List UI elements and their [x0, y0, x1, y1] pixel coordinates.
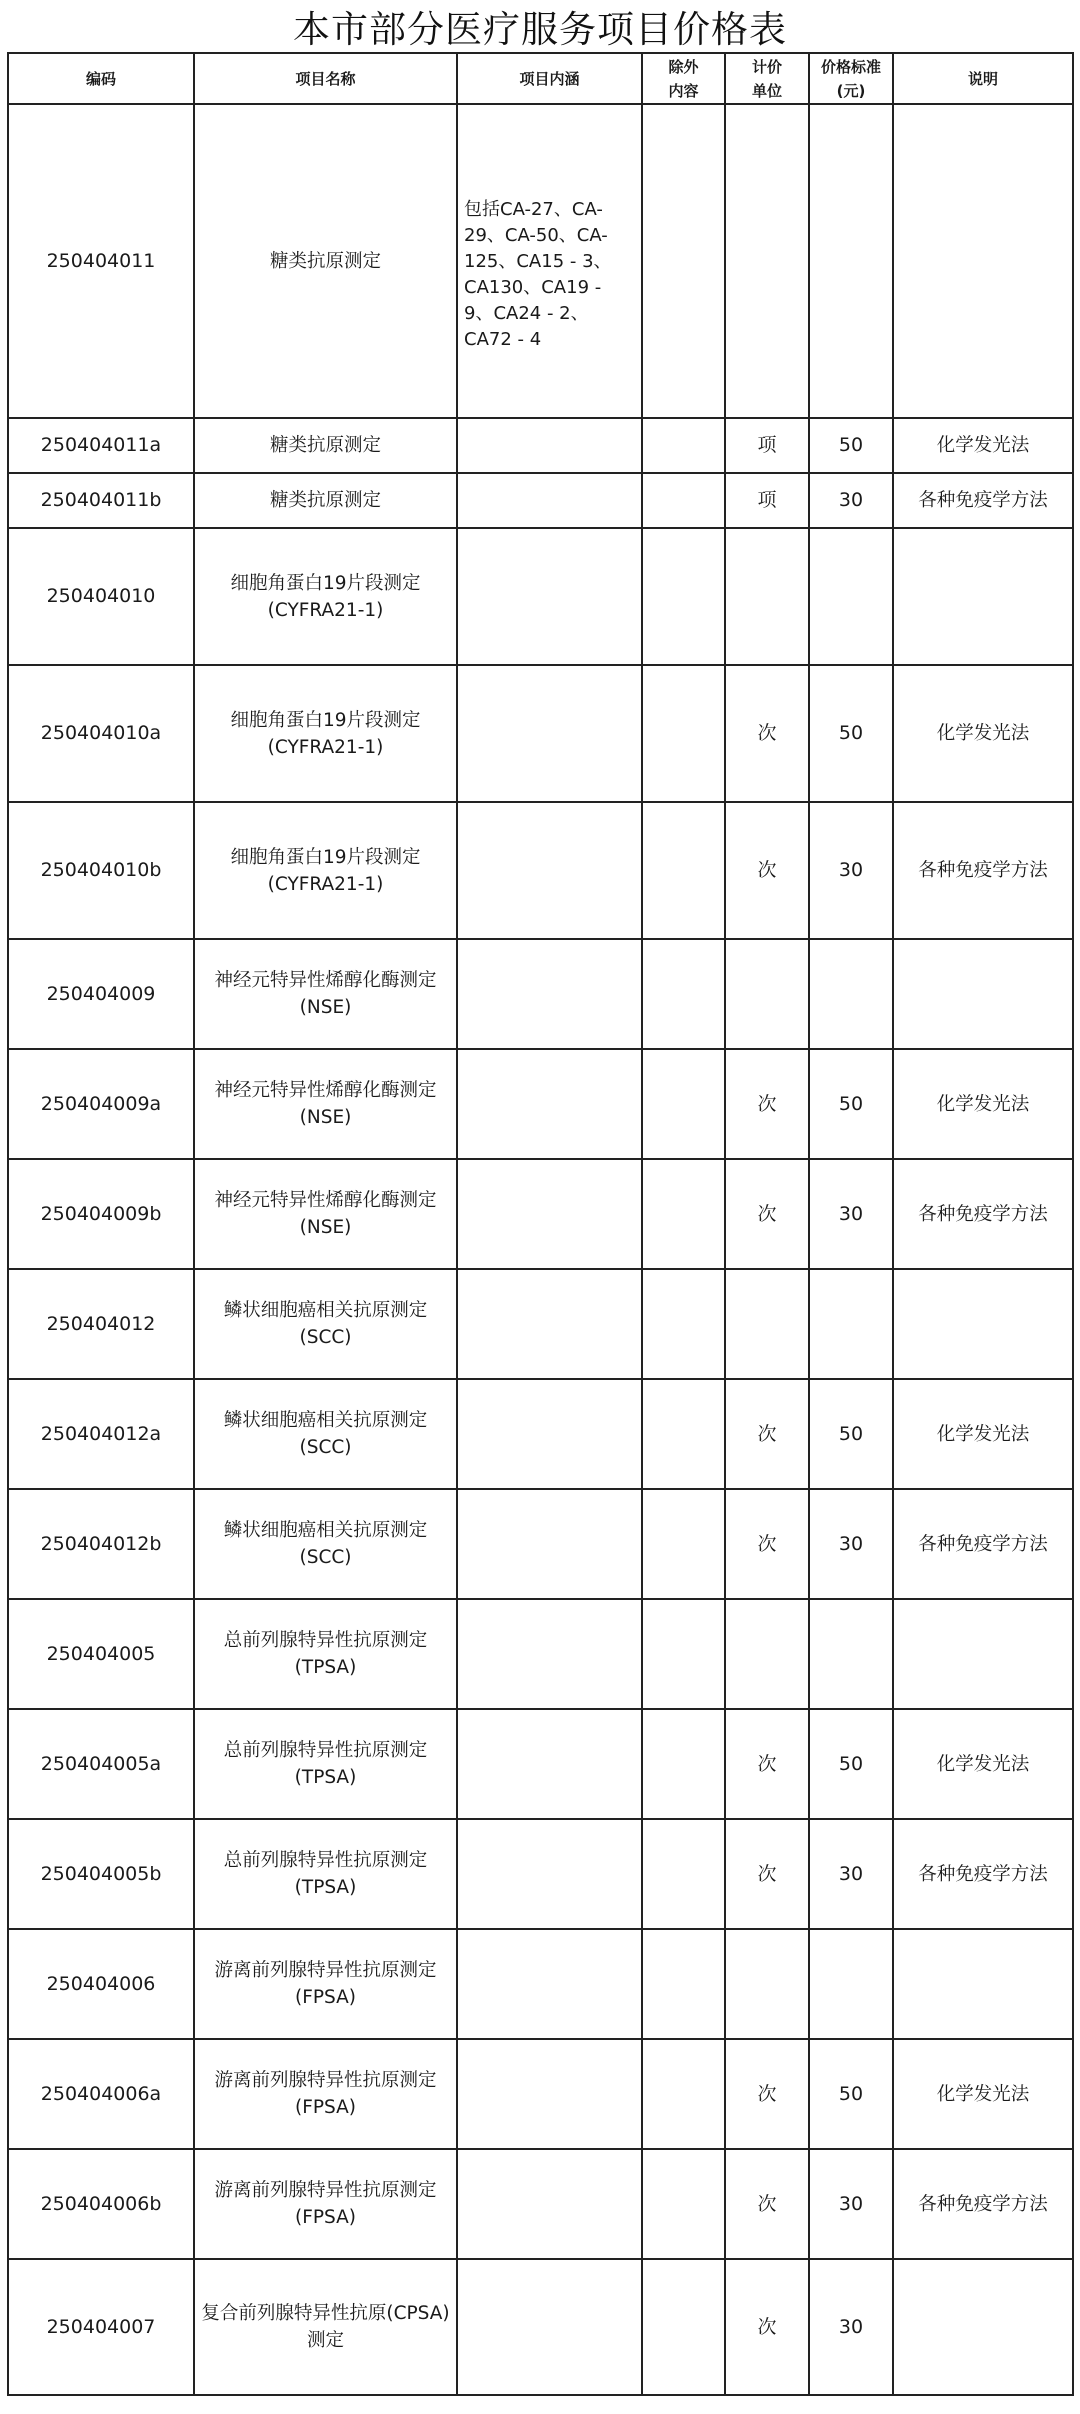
cell-unit: 次 [725, 1709, 809, 1819]
cell-content [457, 802, 642, 939]
cell-note: 化学发光法 [893, 1709, 1073, 1819]
table-row [8, 939, 1073, 1049]
cell-unit [725, 1929, 809, 2039]
cell-excluded [642, 1599, 725, 1709]
cell-content [457, 1599, 642, 1709]
cell-note [893, 1929, 1073, 2039]
cell-note: 各种免疫学方法 [893, 2149, 1073, 2259]
cell-content [457, 418, 642, 473]
cell-note: 化学发光法 [893, 418, 1073, 473]
cell-excluded [642, 528, 725, 665]
cell-content [457, 939, 642, 1049]
cell-note: 各种免疫学方法 [893, 473, 1073, 528]
cell-price: 30 [809, 2149, 893, 2259]
cell-price: 30 [809, 2259, 893, 2395]
cell-name: 复合前列腺特异性抗原(CPSA)测定 [194, 2259, 457, 2395]
cell-name: 总前列腺特异性抗原测定(TPSA) [194, 1709, 457, 1819]
cell-content [457, 1269, 642, 1379]
cell-unit: 次 [725, 1819, 809, 1929]
cell-price: 50 [809, 1049, 893, 1159]
cell-code: 250404011a [8, 418, 194, 473]
table-row [8, 473, 1073, 528]
cell-content [457, 1489, 642, 1599]
cell-unit [725, 1599, 809, 1709]
cell-name: 神经元特异性烯醇化酶测定(NSE) [194, 1159, 457, 1269]
cell-name: 游离前列腺特异性抗原测定(FPSA) [194, 2039, 457, 2149]
table-row [8, 1269, 1073, 1379]
cell-content [457, 665, 642, 802]
cell-excluded [642, 802, 725, 939]
table-row [8, 2039, 1073, 2149]
cell-note: 化学发光法 [893, 1379, 1073, 1489]
cell-unit: 次 [725, 1159, 809, 1269]
cell-note: 各种免疫学方法 [893, 1159, 1073, 1269]
cell-content [457, 1379, 642, 1489]
table-body [8, 104, 1073, 2395]
header-price: 价格标准 (元) [809, 53, 893, 104]
cell-price [809, 939, 893, 1049]
header-code: 编码 [8, 53, 194, 104]
cell-code: 250404010a [8, 665, 194, 802]
table-row [8, 802, 1073, 939]
cell-unit [725, 528, 809, 665]
header-unit: 计价 单位 [725, 53, 809, 104]
header-note: 说明 [893, 53, 1073, 104]
cell-price: 50 [809, 1709, 893, 1819]
cell-unit: 项 [725, 418, 809, 473]
cell-excluded [642, 939, 725, 1049]
cell-excluded [642, 1819, 725, 1929]
cell-unit: 次 [725, 2259, 809, 2395]
table-row [8, 1929, 1073, 2039]
cell-excluded [642, 1929, 725, 2039]
cell-name: 游离前列腺特异性抗原测定(FPSA) [194, 2149, 457, 2259]
cell-unit: 次 [725, 2039, 809, 2149]
cell-note: 化学发光法 [893, 1049, 1073, 1159]
cell-excluded [642, 1269, 725, 1379]
cell-price: 50 [809, 418, 893, 473]
cell-name: 游离前列腺特异性抗原测定(FPSA) [194, 1929, 457, 2039]
cell-excluded [642, 2039, 725, 2149]
cell-price: 30 [809, 1159, 893, 1269]
cell-price [809, 1599, 893, 1709]
cell-name: 糖类抗原测定 [194, 104, 457, 418]
header-excluded: 除外 内容 [642, 53, 725, 104]
cell-code: 250404005b [8, 1819, 194, 1929]
cell-code: 250404006a [8, 2039, 194, 2149]
cell-name: 鳞状细胞癌相关抗原测定(SCC) [194, 1379, 457, 1489]
cell-unit: 项 [725, 473, 809, 528]
cell-unit: 次 [725, 1379, 809, 1489]
cell-name: 糖类抗原测定 [194, 418, 457, 473]
table-row [8, 1819, 1073, 1929]
cell-note [893, 1599, 1073, 1709]
table-row [8, 1379, 1073, 1489]
cell-name: 细胞角蛋白19片段测定(CYFRA21-1) [194, 802, 457, 939]
cell-excluded [642, 2259, 725, 2395]
table-row [8, 1599, 1073, 1709]
cell-price [809, 1929, 893, 2039]
cell-unit: 次 [725, 802, 809, 939]
cell-unit [725, 104, 809, 418]
cell-excluded [642, 1489, 725, 1599]
cell-code: 250404011b [8, 473, 194, 528]
cell-price: 50 [809, 1379, 893, 1489]
cell-content [457, 2039, 642, 2149]
cell-unit [725, 939, 809, 1049]
cell-code: 250404006 [8, 1929, 194, 2039]
cell-price: 50 [809, 2039, 893, 2149]
table-row [8, 665, 1073, 802]
cell-content [457, 2149, 642, 2259]
cell-note: 各种免疫学方法 [893, 1489, 1073, 1599]
cell-unit: 次 [725, 665, 809, 802]
table-row [8, 2259, 1073, 2395]
cell-name: 总前列腺特异性抗原测定(TPSA) [194, 1599, 457, 1709]
cell-unit: 次 [725, 1489, 809, 1599]
table-row [8, 1489, 1073, 1599]
cell-note: 各种免疫学方法 [893, 1819, 1073, 1929]
cell-note [893, 2259, 1073, 2395]
table-header-row [8, 53, 1073, 104]
cell-excluded [642, 104, 725, 418]
cell-price: 30 [809, 1489, 893, 1599]
cell-unit [725, 1269, 809, 1379]
cell-code: 250404005a [8, 1709, 194, 1819]
table-row [8, 2149, 1073, 2259]
cell-name: 细胞角蛋白19片段测定(CYFRA21-1) [194, 528, 457, 665]
cell-price: 50 [809, 665, 893, 802]
header-name: 项目名称 [194, 53, 457, 104]
cell-price: 30 [809, 802, 893, 939]
cell-content: 包括CA-27、CA-29、CA-50、CA-125、CA15 - 3、CA130、CA19 - 9、CA24 - 2、CA72 - 4 [457, 104, 642, 418]
cell-code: 250404006b [8, 2149, 194, 2259]
cell-note [893, 104, 1073, 418]
table-row [8, 528, 1073, 665]
cell-code: 250404007 [8, 2259, 194, 2395]
cell-name: 鳞状细胞癌相关抗原测定(SCC) [194, 1269, 457, 1379]
cell-code: 250404012 [8, 1269, 194, 1379]
cell-content [457, 1709, 642, 1819]
cell-price [809, 528, 893, 665]
table-row [8, 1159, 1073, 1269]
header-content: 项目内涵 [457, 53, 642, 104]
cell-name: 总前列腺特异性抗原测定(TPSA) [194, 1819, 457, 1929]
cell-code: 250404010 [8, 528, 194, 665]
cell-name: 神经元特异性烯醇化酶测定(NSE) [194, 939, 457, 1049]
cell-excluded [642, 473, 725, 528]
price-table [7, 52, 1074, 2396]
cell-content [457, 473, 642, 528]
cell-code: 250404010b [8, 802, 194, 939]
cell-price: 30 [809, 1819, 893, 1929]
cell-note: 化学发光法 [893, 665, 1073, 802]
cell-code: 250404009a [8, 1049, 194, 1159]
cell-excluded [642, 418, 725, 473]
cell-code: 250404011 [8, 104, 194, 418]
cell-excluded [642, 2149, 725, 2259]
cell-content [457, 1929, 642, 2039]
table-row [8, 1709, 1073, 1819]
cell-excluded [642, 665, 725, 802]
cell-note [893, 1269, 1073, 1379]
cell-unit: 次 [725, 1049, 809, 1159]
cell-note [893, 939, 1073, 1049]
cell-content [457, 2259, 642, 2395]
cell-excluded [642, 1379, 725, 1489]
cell-note: 各种免疫学方法 [893, 802, 1073, 939]
table-row [8, 104, 1073, 418]
cell-name: 细胞角蛋白19片段测定(CYFRA21-1) [194, 665, 457, 802]
cell-code: 250404009 [8, 939, 194, 1049]
cell-name: 鳞状细胞癌相关抗原测定(SCC) [194, 1489, 457, 1599]
cell-excluded [642, 1709, 725, 1819]
cell-excluded [642, 1049, 725, 1159]
cell-code: 250404009b [8, 1159, 194, 1269]
cell-unit: 次 [725, 2149, 809, 2259]
cell-name: 神经元特异性烯醇化酶测定(NSE) [194, 1049, 457, 1159]
cell-code: 250404012b [8, 1489, 194, 1599]
table-row [8, 1049, 1073, 1159]
cell-content [457, 1159, 642, 1269]
cell-price: 30 [809, 473, 893, 528]
cell-content [457, 1049, 642, 1159]
page-title: 本市部分医疗服务项目价格表 [293, 8, 787, 51]
cell-content [457, 1819, 642, 1929]
cell-name: 糖类抗原测定 [194, 473, 457, 528]
table-row [8, 418, 1073, 473]
cell-excluded [642, 1159, 725, 1269]
cell-note [893, 528, 1073, 665]
cell-price [809, 1269, 893, 1379]
cell-content [457, 528, 642, 665]
cell-note: 化学发光法 [893, 2039, 1073, 2149]
cell-price [809, 104, 893, 418]
cell-code: 250404005 [8, 1599, 194, 1709]
cell-code: 250404012a [8, 1379, 194, 1489]
